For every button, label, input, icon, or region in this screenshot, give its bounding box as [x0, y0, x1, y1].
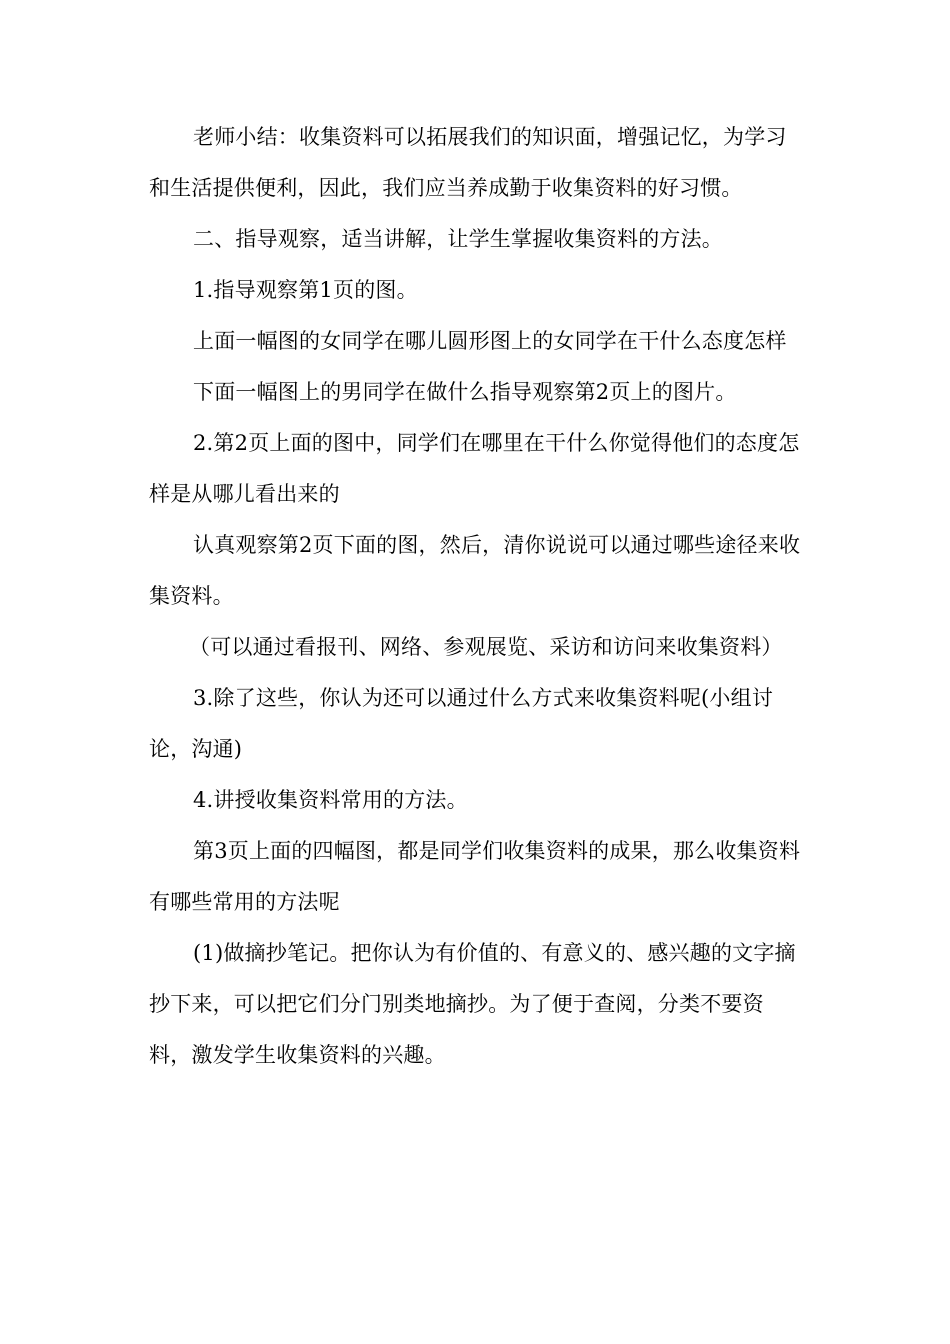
paragraph-observe-page-2: 认真观察第2页下面的图，然后，清你说说可以通过哪些途径来收集资料。: [149, 533, 801, 608]
paragraph-step-2: 2.第2页上面的图中，同学们在哪里在干什么你觉得他们的态度怎样是从哪儿看出来的: [149, 431, 800, 506]
paragraph-step-3: 3.除了这些，你认为还可以通过什么方式来收集资料呢(小组讨论，沟通): [149, 686, 774, 761]
paragraph-answer-note: （可以通过看报刊、网络、参观展览、采访和访问来收集资料）: [189, 635, 783, 659]
document-body: [149, 112, 801, 1081]
paragraph-teacher-summary: 老师小结：收集资料可以拓展我们的知识面，增强记忆，为学习和生活提供便利，因此，我们应当养成勤于收集资料的好习惯。: [149, 125, 787, 200]
paragraph-page-3-question: 第3页上面的四幅图，都是同学们收集资料的成果，那么收集资料有哪些常用的方法呢: [149, 839, 801, 914]
paragraph-question-boy: 下面一幅图上的男同学在做什么指导观察第2页上的图片。: [193, 380, 737, 404]
paragraph-section-two-heading: 二、指导观察，适当讲解，让学生掌握收集资料的方法。: [193, 227, 723, 251]
paragraph-question-girl: 上面一幅图的女同学在哪儿圆形图上的女同学在干什么态度怎样: [193, 329, 787, 353]
paragraph-step-1: 1.指导观察第1页的图。: [193, 278, 418, 302]
paragraph-method-1: (1)做摘抄笔记。把你认为有价值的、有意义的、感兴趣的文字摘抄下来，可以把它们分门别类地摘抄。为了便于查阅，分类不要资料，激发学生收集资料的兴趣。: [149, 941, 796, 1067]
paragraph-step-4: 4.讲授收集资料常用的方法。: [193, 788, 468, 812]
